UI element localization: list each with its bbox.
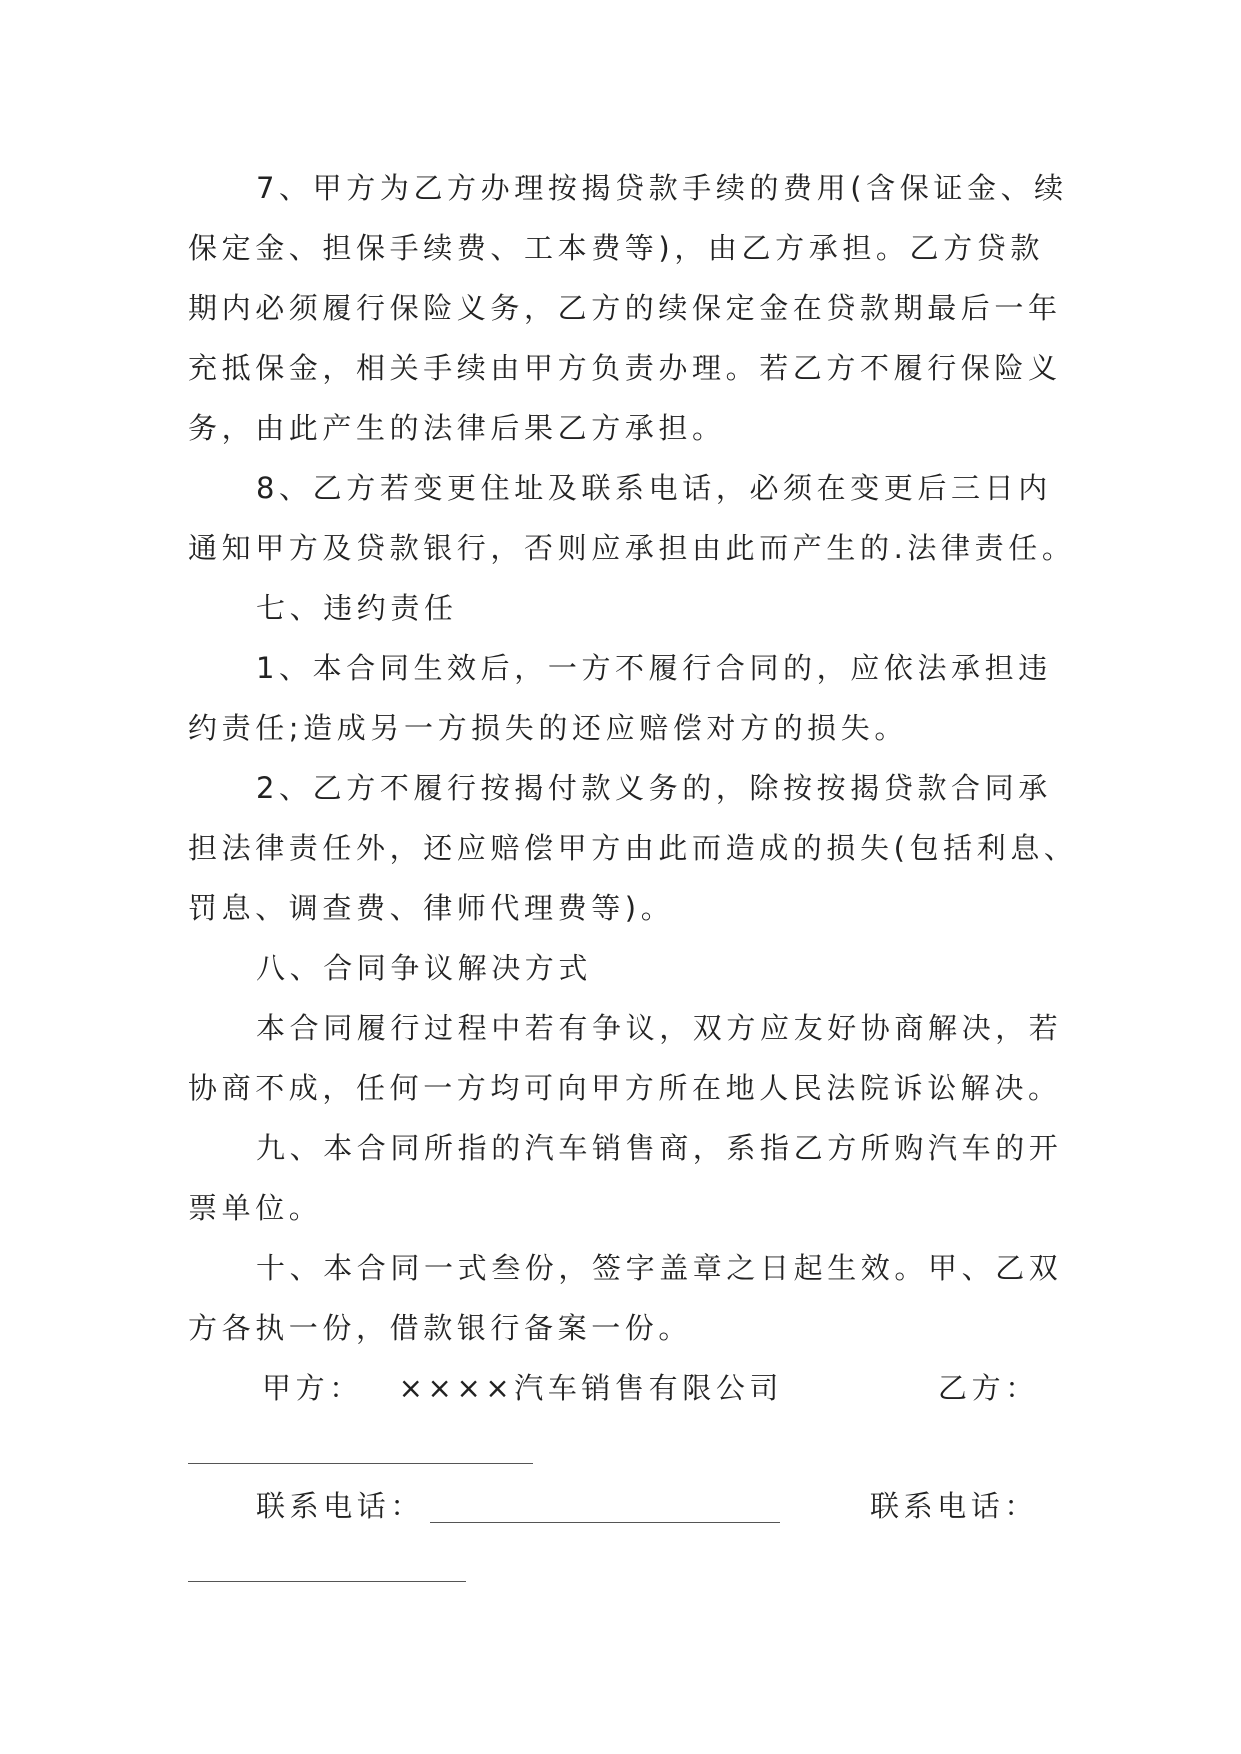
- party-a-phone-blank: [430, 1521, 780, 1523]
- breach-2-line-3: 罚息、调查费、律师代理费等)。: [188, 891, 675, 925]
- clause-7-line-1: 7、甲方为乙方办理按揭贷款手续的费用(含保证金、续: [256, 171, 1068, 205]
- clause-7-line-3: 期内必须履行保险义务，乙方的续保定金在贷款期最后一年: [188, 291, 1062, 325]
- section-heading-breach: 七、违约责任: [256, 591, 458, 625]
- clause-8-line-2: 通知甲方及贷款银行，否则应承担由此而产生的.法律责任。: [188, 531, 1076, 565]
- signature-phone-row: [188, 1476, 1058, 1536]
- breach-2-line-1: 2、乙方不履行按揭付款义务的，除按按揭贷款合同承: [256, 771, 1052, 805]
- party-b-label: 乙方：: [938, 1371, 1039, 1405]
- clause-7-line-5: 务，由此产生的法律后果乙方承担。: [188, 411, 726, 445]
- document-body: [188, 158, 1078, 1582]
- section-9-line-1: 九、本合同所指的汽车销售商，系指乙方所购汽车的开: [256, 1131, 1063, 1165]
- dispute-line-2: 协商不成，任何一方均可向甲方所在地人民法院诉讼解决。: [188, 1071, 1062, 1105]
- party-a-phone-label: 联系电话：: [256, 1489, 425, 1523]
- dispute-line-1: 本合同履行过程中若有争议，双方应友好协商解决，若: [256, 1011, 1063, 1045]
- party-a: [262, 1358, 783, 1418]
- section-10-line-1: 十、本合同一式叁份，签字盖章之日起生效。甲、乙双: [256, 1251, 1063, 1285]
- signature-parties-row: [188, 1358, 1058, 1418]
- breach-1-line-1: 1、本合同生效后，一方不履行合同的，应依法承担违: [256, 651, 1052, 685]
- party-a-label: 甲方：: [262, 1371, 363, 1405]
- clause-7-line-4: 充抵保金，相关手续由甲方负责办理。若乙方不履行保险义: [188, 351, 1062, 385]
- party-a-phone: [256, 1476, 780, 1536]
- party-b-phone-label: 联系电话：: [870, 1489, 1039, 1523]
- breach-2-line-2: 担法律责任外，还应赔偿甲方由此而造成的损失(包括利息、: [188, 831, 1078, 865]
- section-heading-dispute: 八、合同争议解决方式: [256, 951, 593, 985]
- party-b-phone-blank: [188, 1580, 466, 1582]
- section-10-line-2: 方各执一份，借款银行备案一份。: [188, 1311, 693, 1345]
- breach-1-line-2: 约责任;造成另一方损失的还应赔偿对方的损失。: [188, 711, 908, 745]
- clause-7-line-2: 保定金、担保手续费、工本费等)，由乙方承担。乙方贷款: [188, 231, 1044, 265]
- section-9-line-2: 票单位。: [188, 1191, 323, 1225]
- party-a-name: ××××汽车销售有限公司: [398, 1371, 784, 1405]
- clause-8-line-1: 8、乙方若变更住址及联系电话，必须在变更后三日内: [256, 471, 1052, 505]
